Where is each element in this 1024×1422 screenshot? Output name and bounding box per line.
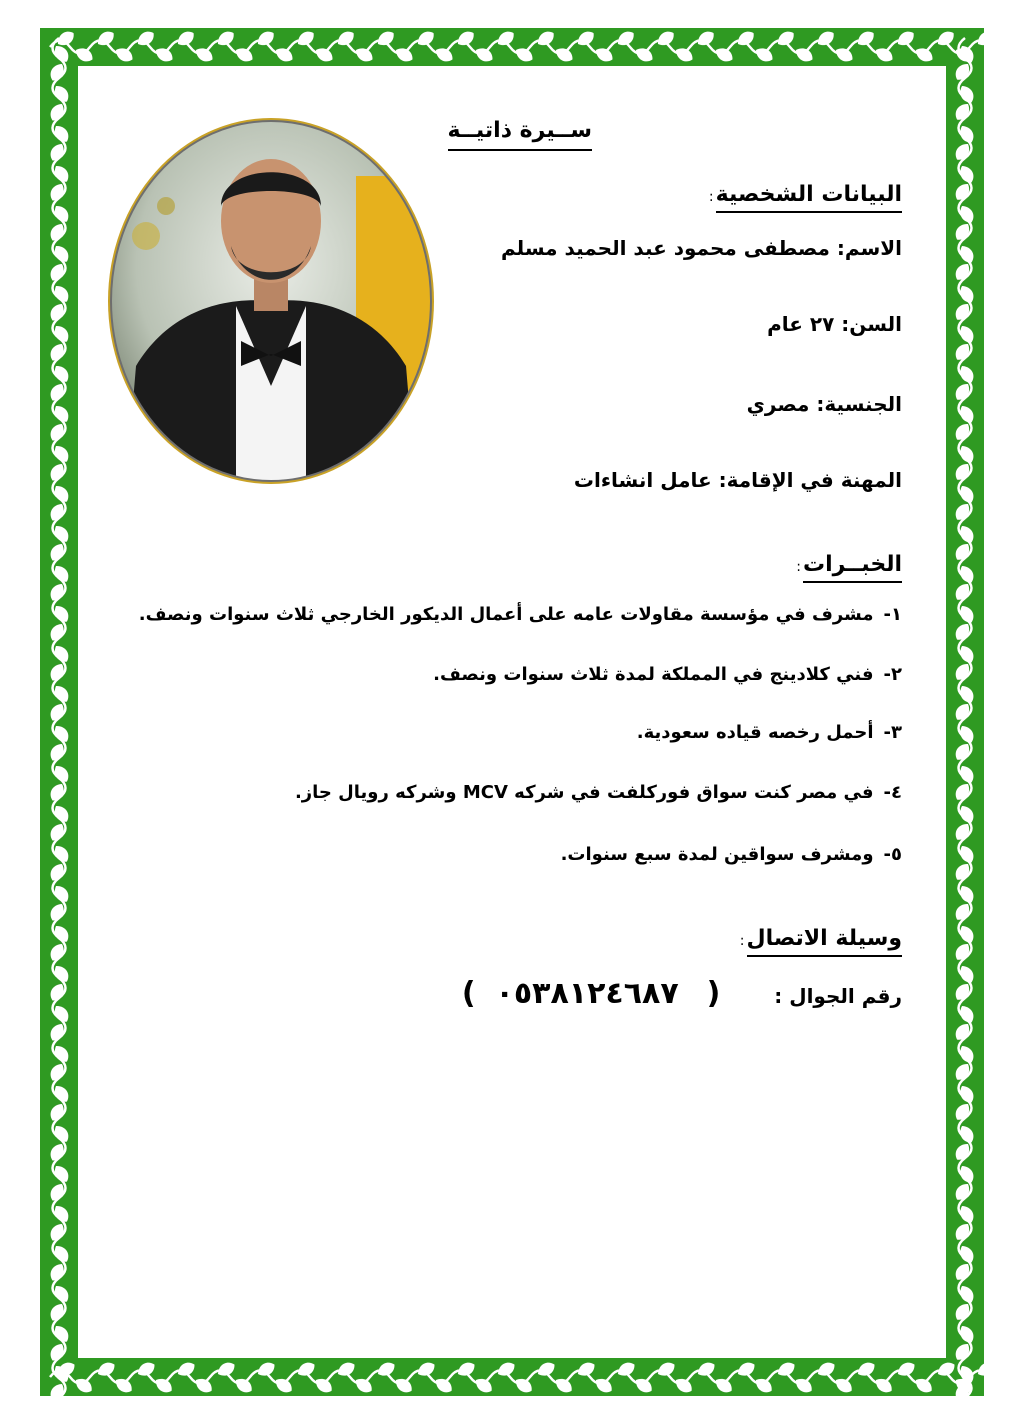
experience-item bbox=[433, 664, 902, 685]
experience-heading-text: الخبــرات bbox=[803, 552, 902, 583]
personal-heading: البيانات الشخصية: bbox=[709, 182, 902, 207]
name-line bbox=[501, 236, 902, 260]
personal-heading-text: البيانات الشخصية bbox=[716, 182, 902, 213]
experience-number: ٢- bbox=[883, 664, 902, 685]
experience-item bbox=[561, 844, 902, 865]
phone-line bbox=[462, 976, 902, 1011]
experience-heading: الخبــرات: bbox=[796, 552, 902, 577]
profession-value: عامل انشاءات bbox=[573, 468, 712, 492]
contact-heading-text: وسيلة الاتصال bbox=[747, 926, 902, 957]
nationality-line bbox=[747, 392, 902, 416]
name-value: مصطفى محمود عبد الحميد مسلم bbox=[500, 236, 830, 260]
phone-close-paren: ) bbox=[461, 976, 476, 1011]
portrait-photo bbox=[106, 116, 436, 486]
experience-number: ٣- bbox=[883, 722, 902, 743]
cv-title: ســيرة ذاتيــة bbox=[448, 118, 592, 151]
experience-number: ١- bbox=[883, 604, 902, 625]
phone-open-paren: ( bbox=[706, 976, 721, 1011]
experience-number: ٥- bbox=[883, 844, 902, 865]
experience-item bbox=[139, 604, 902, 625]
profession-line bbox=[574, 468, 902, 492]
name-label: الاسم: bbox=[836, 236, 902, 260]
profession-label: المهنة في الإقامة: bbox=[718, 468, 902, 492]
experience-text: ومشرف سواقين لمدة سبع سنوات. bbox=[560, 844, 874, 865]
nationality-label: الجنسية: bbox=[816, 392, 902, 416]
experience-text: أحمل رخصه قياده سعودية. bbox=[636, 722, 874, 743]
cv-title-wrap bbox=[448, 118, 592, 143]
phone-number: ٠٥٣٨١٢٤٦٨٧ bbox=[495, 976, 679, 1011]
experience-number: ٤- bbox=[883, 782, 902, 803]
age-line bbox=[767, 312, 902, 336]
age-value: ٢٧ عام bbox=[767, 312, 835, 336]
nationality-value: مصري bbox=[746, 392, 810, 416]
phone-label: رقم الجوال : bbox=[774, 984, 902, 1008]
experience-text: في مصر كنت سواق فوركلفت في شركه MCV وشركه رويال جاز. bbox=[294, 782, 874, 803]
age-label: السن: bbox=[841, 312, 902, 336]
experience-item bbox=[295, 782, 902, 803]
experience-text: مشرف في مؤسسة مقاولات عامه على أعمال الديكور الخارجي ثلاث سنوات ونصف. bbox=[138, 604, 874, 625]
experience-item bbox=[637, 722, 902, 743]
contact-heading: وسيلة الاتصال: bbox=[740, 926, 902, 951]
experience-text: فني كلادينج في المملكة لمدة ثلاث سنوات ونصف. bbox=[433, 664, 874, 685]
